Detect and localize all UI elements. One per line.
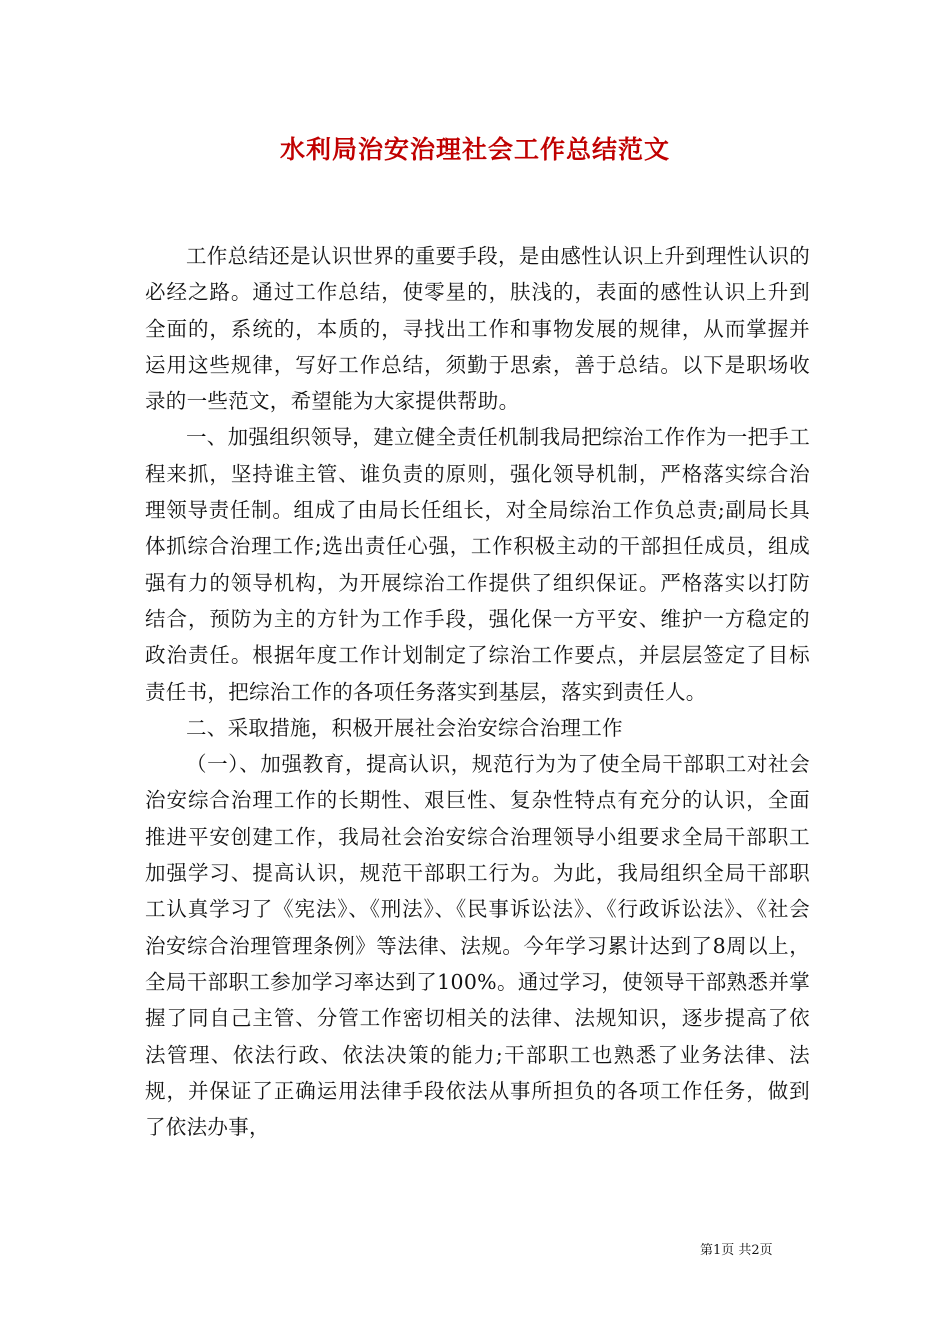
page-number-footer: 第1页 共2页 xyxy=(700,1243,773,1258)
paragraph-section-2-1: （一）、加强教育，提高认识，规范行为为了使全局干部职工对社会治安综合治理工作的长期性、艰巨性、复杂性特点有充分的认识，全面推进平安创建工作，我局社会治安综合治理领导小组要求全局干部职工加强学习、提高认识，规范干部职工行为。为此，我局组织全局干部职工认真学习了《宪法》、《刑法》、《民事诉讼法》、《行政诉讼法》、《社会治安综合治理管理条例》等法律、法规。今年学习累计达到了8周以上，全局干部职工参加学习率达到了100%。通过学习，使领导干部熟悉并掌握了同自己主管、分管工作密切相关的法律、法规知识，逐步提高了依法管理、依法行政、依法决策的能力;干部职工也熟悉了业务法律、法规，并保证了正确运用法律手段依法从事所担负的各项工作任务，做到了依法办事， xyxy=(145,752,810,1140)
document-title: 水利局治安治理社会工作总结范文 xyxy=(279,135,670,164)
paragraph-section-1: 一、加强组织领导，建立健全责任机制我局把综治工作作为一把手工程来抓，坚持谁主管、谁负责的原则，强化领导机制，严格落实综合治理领导责任制。组成了由局长任组长，对全局综治工作负总责;副局长具体抓综合治理工作;选出责任心强，工作积极主动的干部担任成员，组成强有力的领导机构，为开展综治工作提供了组织保证。严格落实以打防结合，预防为主的方针为工作手段，强化保一方平安、维护一方稳定的政治责任。根据年度工作计划制定了综治工作要点，并层层签定了目标责任书，把综治工作的各项任务落实到基层，落实到责任人。 xyxy=(145,425,810,704)
paragraph-intro: 工作总结还是认识世界的重要手段，是由感性认识上升到理性认识的必经之路。通过工作总结，使零星的，肤浅的，表面的感性认识上升到全面的，系统的，本质的，寻找出工作和事物发展的规律，从而掌握并运用这些规律，写好工作总结，须勤于思索，善于总结。以下是职场收录的一些范文，希望能为大家提供帮助。 xyxy=(145,244,810,414)
paragraph-section-2-heading: 二、采取措施，积极开展社会治安综合治理工作 xyxy=(186,715,623,740)
document-body xyxy=(145,238,810,1145)
